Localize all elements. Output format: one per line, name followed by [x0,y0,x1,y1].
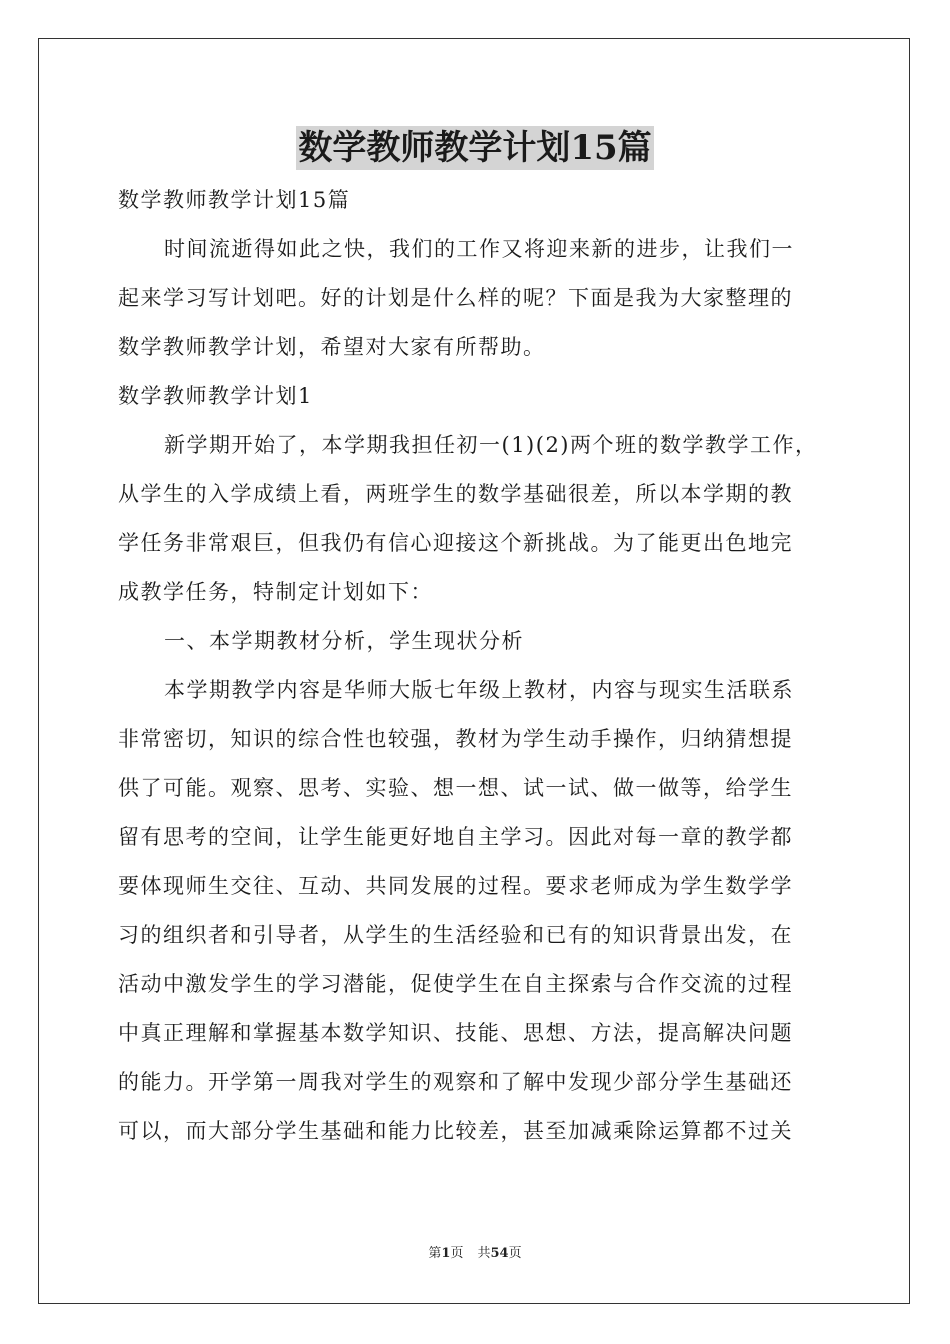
document-body [118,176,832,1156]
total-suffix: 页 [508,1246,522,1261]
page-prefix: 第 [428,1246,442,1261]
paragraph-line: 成教学任务，特制定计划如下： [118,580,433,604]
total-prefix: 共 [477,1246,491,1261]
total-page-count: 54 [490,1246,509,1261]
intro-line: 时间流逝得如此之快，我们的工作又将迎来新的进步，让我们一 [164,237,794,261]
paragraph-line: 的能力。开学第一周我对学生的观察和了解中发现少部分学生基础还 [118,1070,793,1094]
paragraph-line: 本学期教学内容是华师大版七年级上教材，内容与现实生活联系 [164,678,794,702]
paragraph-line: 习的组织者和引导者，从学生的生活经验和已有的知识背景出发，在 [118,923,793,947]
document-subtitle: 数学教师教学计划15篇 [118,188,351,212]
section-heading: 数学教师教学计划1 [118,384,313,408]
title-container [0,126,950,170]
paragraph-line: 供了可能。观察、思考、实验、想一想、试一试、做一做等，给学生 [118,776,793,800]
subheading: 一、本学期教材分析，学生现状分析 [164,629,524,653]
page-suffix: 页 [450,1246,464,1261]
paragraph-line: 新学期开始了，本学期我担任初一(1)(2)两个班的数学教学工作， [164,433,818,457]
paragraph-line: 留有思考的空间，让学生能更好地自主学习。因此对每一章的教学都 [118,825,793,849]
paragraph-line: 要体现师生交往、互动、共同发展的过程。要求老师成为学生数学学 [118,874,793,898]
intro-line: 起来学习写计划吧。好的计划是什么样的呢？下面是我为大家整理的 [118,286,793,310]
intro-line: 数学教师教学计划，希望对大家有所帮助。 [118,335,546,359]
paragraph-line: 学任务非常艰巨，但我仍有信心迎接这个新挑战。为了能更出色地完 [118,531,793,555]
paragraph-line: 从学生的入学成绩上看，两班学生的数学基础很差，所以本学期的教 [118,482,793,506]
paragraph-line: 非常密切，知识的综合性也较强，教材为学生动手操作，归纳猜想提 [118,727,793,751]
document-title: 数学教师教学计划15篇 [298,128,652,168]
current-page-number: 1 [441,1246,451,1261]
paragraph-line: 活动中激发学生的学习潜能，促使学生在自主探索与合作交流的过程 [118,972,793,996]
paragraph-line: 可以，而大部分学生基础和能力比较差，甚至加减乘除运算都不过关 [118,1119,793,1143]
page-footer [0,1245,950,1263]
paragraph-line: 中真正理解和掌握基本数学知识、技能、思想、方法，提高解决问题 [118,1021,793,1045]
